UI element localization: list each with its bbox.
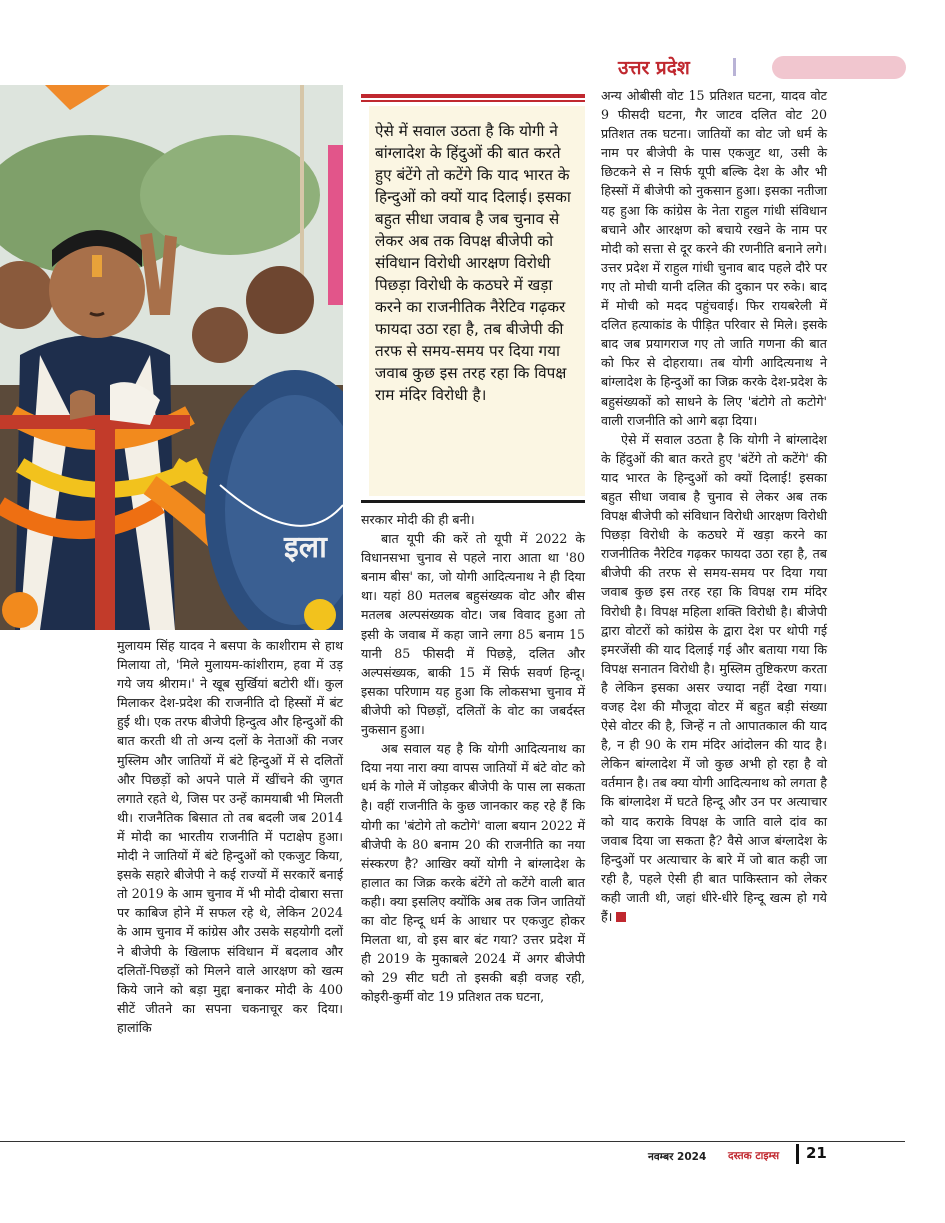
- footer-magazine-name: दस्तक टाइम्स: [728, 1150, 780, 1162]
- pull-quote-top-rule: [361, 94, 585, 98]
- page-number: 21: [806, 1144, 827, 1162]
- pull-quote: [361, 94, 585, 506]
- paragraph: बात यूपी की करें तो यूपी में 2022 के विधानसभा चुनाव से पहले नारा आता था '80 बनाम बीस' का, जो योगी आदित्यनाथ ने ही दिया था। यहां 80 मतलब बहुसंख्यक वोट और बीस मतलब अल्पसंख्यक वोट। जब विवाद हुआ तो इसी के जवाब में कहा जाने लगा 85 बनाम 15 यानी 85 फीसदी में पिछड़े, दलित और अल्पसंख्यक, बाकी 15 में सिर्फ सवर्ण हिन्दू। इसका परिणाम यह हुआ कि लोकसभा चुनाव में बीजेपी को पिछड़ों, दलितों के वोट का जबर्दस्त नुकसान हुआ।: [361, 531, 585, 738]
- footer-issue-date: नवम्बर 2024: [648, 1151, 707, 1163]
- header-divider: [733, 58, 736, 76]
- banner-text: इला: [284, 530, 327, 565]
- article-column-2: [361, 510, 585, 1006]
- paragraph-final: [601, 430, 827, 926]
- paragraph-text: ऐसे में सवाल उठता है कि योगी ने बांग्लादेश के हिंदुओं की बात करते हुए 'बंटेंगे तो कटेंगे' की याद भारत के हिन्दुओं को क्यों दिलाई! इसका बहुत सीधा जवाब है चुनाव से लेकर अब तक विपक्ष बीजेपी को संविधान विरोधी आरक्षण विरोधी पिछड़ा विरोधी के कठघरे में खड़ा करने का राजनीतिक नैरेटिव गढ़कर फायदा उठा रहा है, तब बीजेपी की तरफ से समय-समय पर दिया गया जवाब कुछ इस तरह रहा कि विपक्ष राम मंदिर विरोधी है। विपक्ष महिला शक्ति विरोधी है। बीजेपी द्वारा वोटरों को कांग्रेस के द्वारा देश पर थोपी गई इमरजेंसी की याद दिलाई गई और बताया गया कि विपक्ष सनातन विरोधी है। मुस्लिम तुष्टिकरण करता है लेकिन इसका असर ज्यादा नहीं देखा गया। वजह देश की मौजूदा वोटर में बहुत बड़ी संख्या ऐसे वोटर की है, जिन्हें न तो आपातकाल की याद है, न ही 90 के राम मंदिर आंदोलन की याद है। लेकिन बांग्लादेश में जो कुछ अभी हो रहा है वो वर्तमान है। तब क्या योगी आदित्यनाथ को लगता है कि बांग्लादेश में घटते हिन्दू और उन पर अत्याचार को याद कराके विपक्ष के जाति वाले दांव का जवाब दिया जा सकता है? वैसे आज बंग्लादेश के हिन्दुओं पर अत्याचार के बारे में जो बात कही जा रही है, पहले ऐसी ही बात पाकिस्तान को लेकर कही जाती थी, जहां धीरे-धीरे हिन्दू खत्म हो गये हैं।: [601, 431, 827, 925]
- rally-photo-illustration: [0, 85, 343, 630]
- rally-photo: [0, 85, 343, 630]
- footer-rule: [0, 1141, 905, 1142]
- paragraph: सरकार मोदी की ही बनी।: [361, 512, 475, 527]
- header-pill: [772, 56, 906, 79]
- paragraph: मुलायम सिंह यादव ने बसपा के काशीराम से हाथ मिलाया तो, 'मिले मुलायम-कांशीराम, हवा में उड़ गये जय श्रीराम।' ने खूब सुर्खियां बटोरी थीं। कुल मिलाकर देश-प्रदेश की राजनीति दो हिस्सों में बंट हुई थी। एक तरफ बीजेपी हिन्दुत्व और हिन्दुओं की बात करती थी तो अन्य दलों के नेताओं की नजर मुस्लिम और जातियों में बंटे हिन्दुओं में से दलितों और पिछड़ों को अपने पाले में खींचने की जुगत लगाते रहते थे, जिस पर उन्हें कामयाबी भी मिलती थी। राजनैतिक बिसात तो तब बदली जब 2014 में मोदी का भारतीय राजनीति में पटाक्षेप हुआ। मोदी ने जातियों में बंटे हिन्दुओं को एकजुट किया, इसके सहारे बीजेपी ने कई राज्यों में सरकारें बनाई तो 2019 के आम चुनाव में भी मोदी दोबारा सत्ता पर काबिज होने में सफल रहे थे, लेकिन 2024 के आम चुनाव में कांग्रेस और उसके सहयोगी दलों ने बीजेपी के खिलाफ संविधान में बदलाव और दलितों-पिछड़ों को मिलने वाले आरक्षण को खत्म किये जाने को बड़ा मुद्दा बनाकर मोदी के 400 सीटें जीतने का सपना चकनाचूर कर दिया। हालांकि: [117, 638, 343, 1035]
- footer-divider: [796, 1144, 799, 1164]
- pull-quote-text: ऐसे में सवाल उठता है कि योगी ने बांग्लादेश के हिंदुओं की बात करते हुए बंटेंगे तो कटेंगे कि याद भारत के हिन्दुओं को क्यों याद दिलाई। इसका बहुत सीधा जवाब है जब चुनाव से लेकर अब तक विपक्ष बीजेपी को संविधान विरोधी आरक्षण विरोधी पिछड़ा विरोधी के कठघरे में खड़ा करने का राजनीतिक नैरेटिव गढ़कर फायदा उठा रहा है, तब बीजेपी की तरफ से समय-समय पर दिया गया जवाब कुछ इस तरह रहा कि विपक्ष राम मंदिर विरोधी है।: [375, 122, 571, 404]
- section-title: उत्तर प्रदेश: [618, 57, 690, 79]
- pull-quote-top-rule-thin: [361, 100, 585, 102]
- article-column-1: [117, 636, 343, 1037]
- pull-quote-bottom-rule: [361, 500, 585, 503]
- end-of-article-mark: [616, 912, 626, 922]
- article-column-3: [601, 86, 827, 926]
- paragraph: अब सवाल यह है कि योगी आदित्यनाथ का दिया नया नारा क्या वापस जातियों में बंटे वोट को धर्म के गोले में जोड़कर बीजेपी के पास ला सकता है। वहीं राजनीति के कुछ जानकार कह रहे हैं कि योगी का 'बंटोगे तो कटोगे' वाला बयान 2022 में बीजेपी के 80 बनाम 20 की राजनीति का नया संस्करण है? आखिर क्यों योगी ने बांग्लादेश के हालात का जिक्र करके बंटेंगे तो कटेंगे वाली बात कही। क्या इसलिए क्योंकि अब तक जिन जातियों का वोट हिन्दू धर्म के आधार पर एकजुट होकर मिलता था, वो इस बार बंट गया? उत्तर प्रदेश में ही 2019 के मुकाबले 2024 में अगर बीजेपी को 29 सीट घटी तो इसकी बड़ी वजह रही, कोइरी-कुर्मी वोट 19 प्रतिशत तक घटना,: [361, 741, 585, 1005]
- paragraph: अन्य ओबीसी वोट 15 प्रतिशत घटना, यादव वोट 9 फीसदी घटना, गैर जाटव दलित वोट 20 प्रतिशत तक घटना। जातियों का वोट जो धर्म के नाम पर बीजेपी के पास एकजुट था, उसी के छिटकने से न सिर्फ यूपी बल्कि देश के और भी हिस्सों में बीजेपी को नुकसान हुआ। इसका नतीजा यह हुआ कि कांग्रेस के नेता राहुल गांधी संविधान बचाने और आरक्षण को बचाये रखने के नाम पर मोदी को सत्ता से दूर करने की रणनीति बनाने लगे। उत्तर प्रदेश में राहुल गांधी चुनाव बाद पहले दौरे पर गए तो मोची यानी दलित की दुकान पर रुके। बाद में मोची को मदद पहुंचवाई। फिर रायबरेली में दलित हत्याकांड के पीड़ित परिवार से मिले। इसके बाद जब प्रयागराज गए तो जाति गणना की बात को फिर से दोहराया। तब योगी आदित्यनाथ ने बांग्लादेश के हिन्दुओं का जिक्र करके देश-प्रदेश के बहुसंख्यकों को साधने के लिए 'बंटोगे तो कटोगे' वाली राजनीति को आगे बढ़ा दिया।: [601, 88, 827, 428]
